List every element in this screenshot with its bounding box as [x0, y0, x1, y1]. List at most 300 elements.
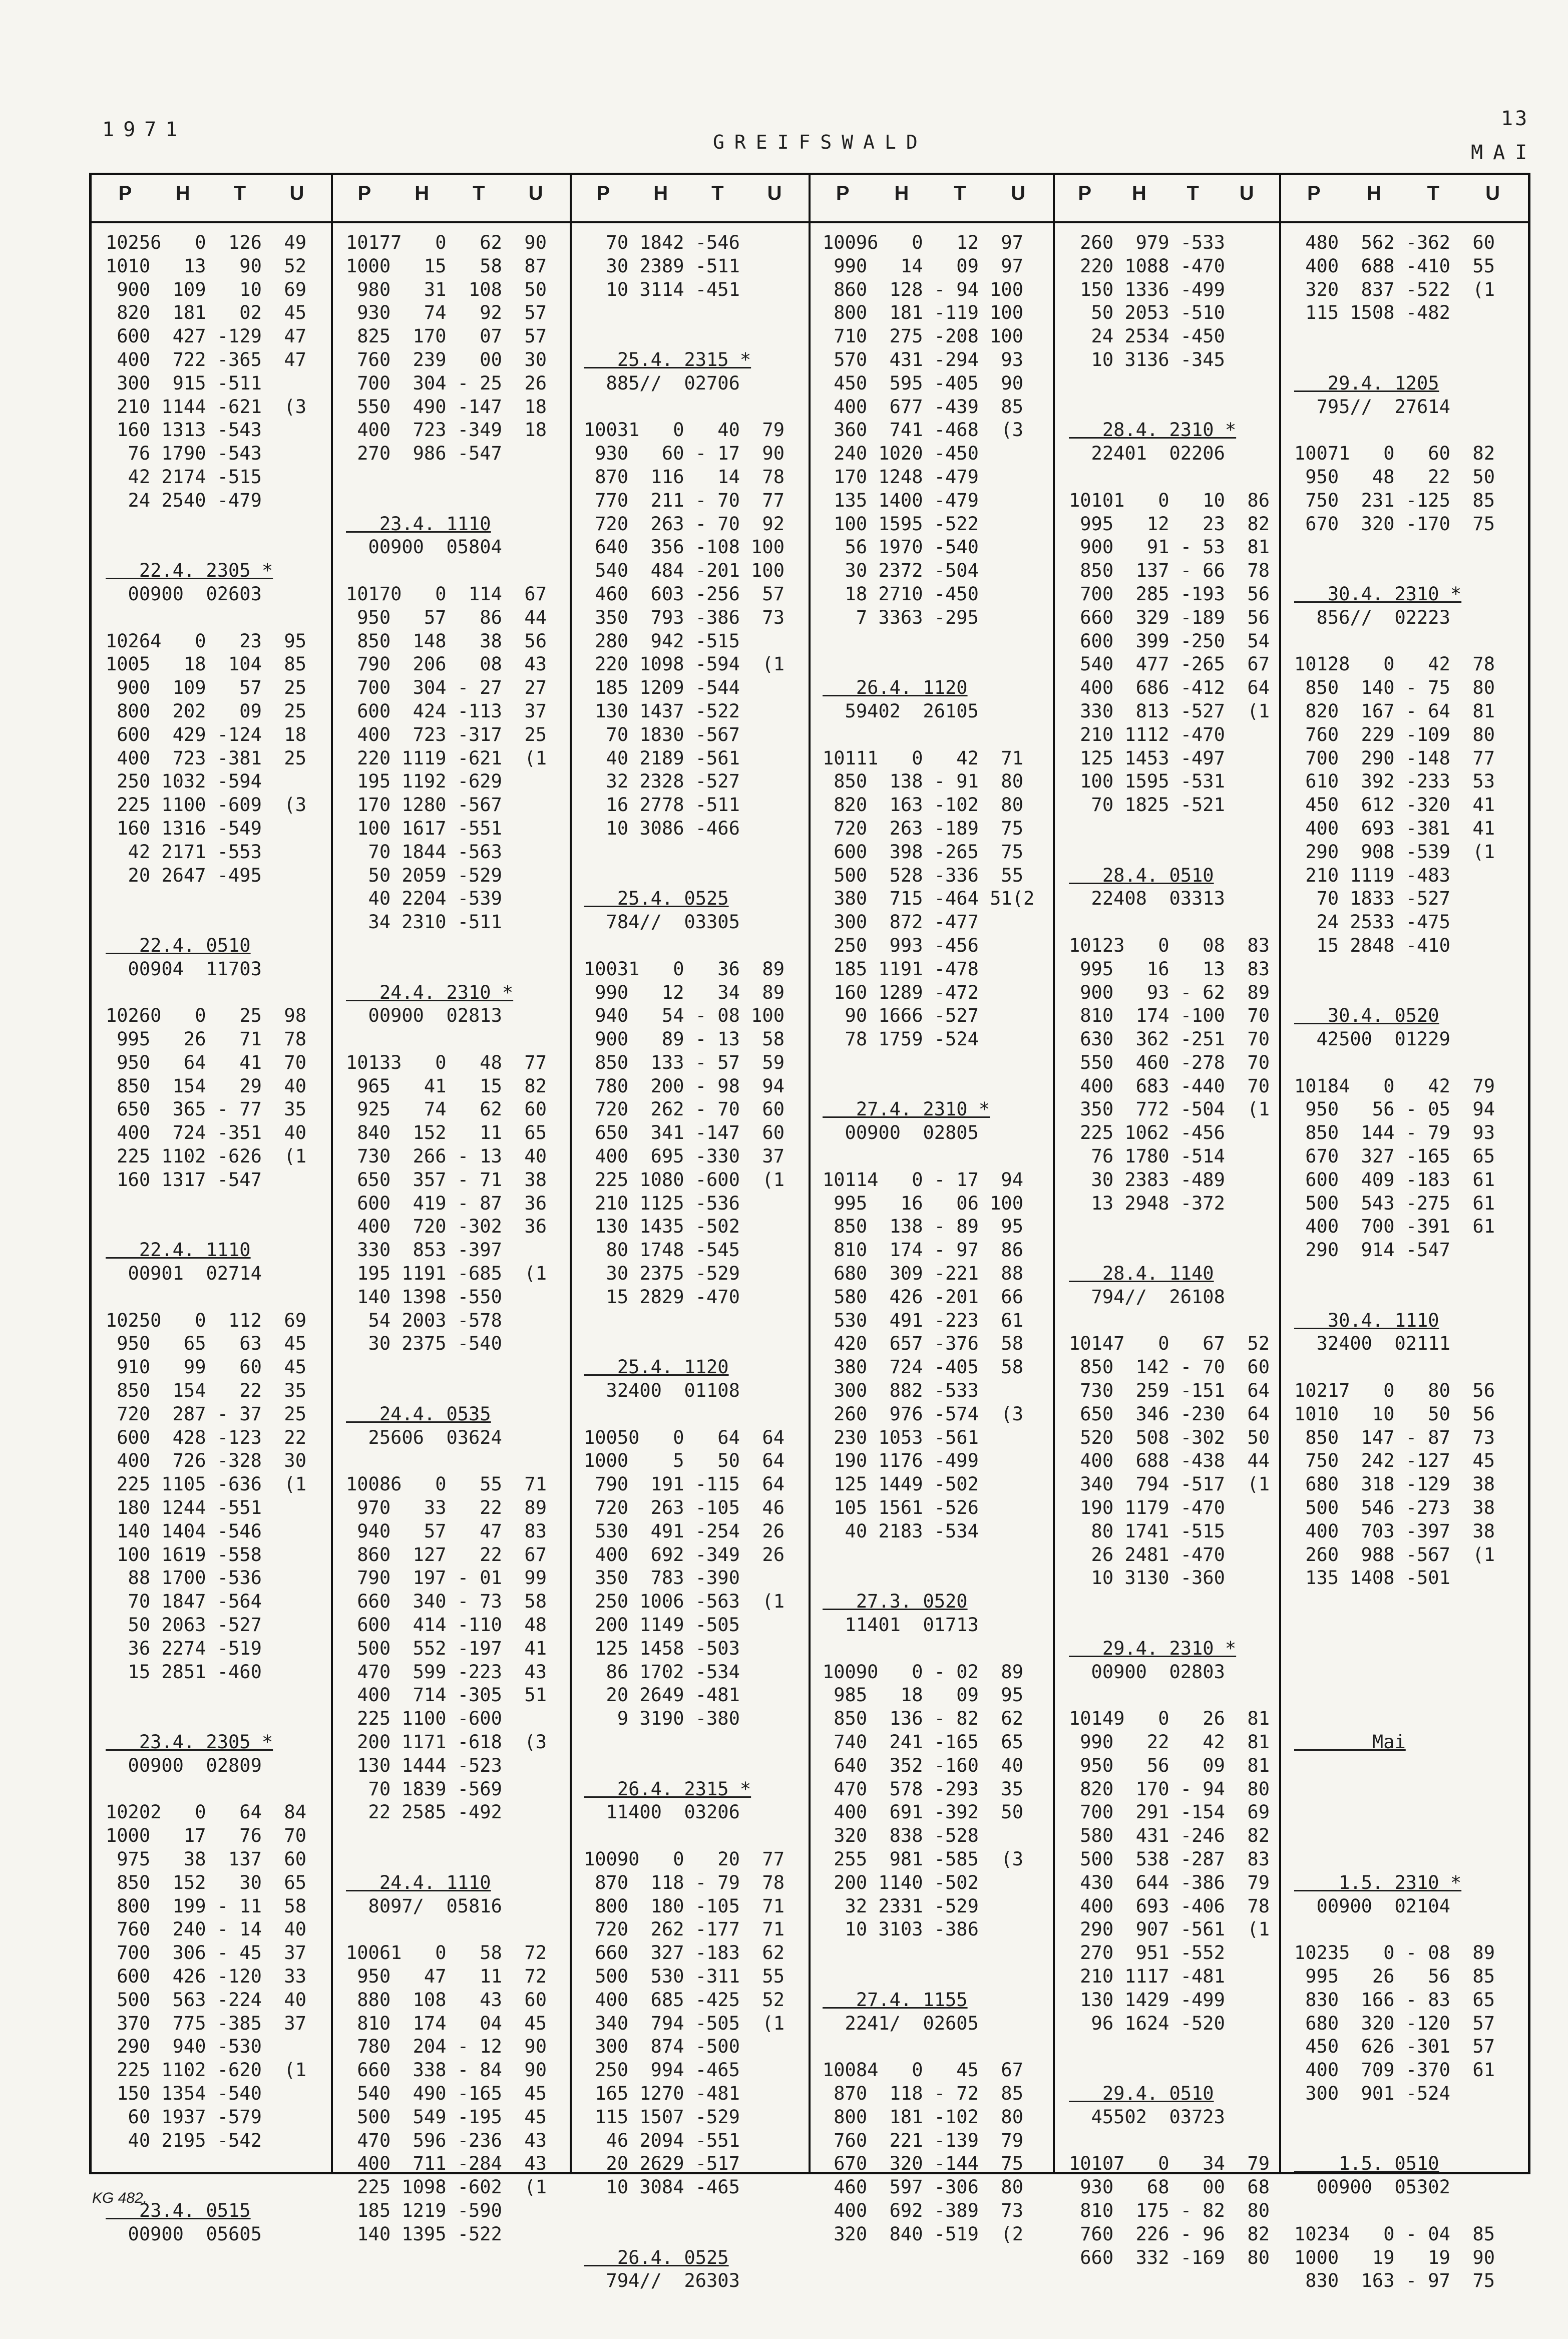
data-row: 210 1112 -470	[1069, 723, 1225, 745]
data-row: 800 202 09 25	[106, 700, 306, 722]
station-code-line: 784// 03305	[584, 911, 740, 933]
data-row: 350 772 -504 (1	[1069, 1098, 1270, 1120]
station-code-line: 885// 02706	[584, 372, 740, 394]
column-header-letter: P	[357, 182, 371, 204]
data-row: 10147 0 67 52	[1069, 1333, 1270, 1355]
data-row: 900 89 - 13 58	[584, 1028, 785, 1050]
data-row: 10 3084 -465	[584, 2176, 740, 2198]
data-row: 640 356 -108 100	[584, 536, 785, 558]
column-header-letter: P	[118, 182, 132, 204]
data-row: 225 1105 -636 (1	[106, 1473, 306, 1495]
data-row: 820 170 - 94 80	[1069, 1778, 1270, 1800]
data-row: 165 1270 -481	[584, 2082, 740, 2104]
data-row: 130 1429 -499	[1069, 1989, 1225, 2011]
data-row: 130 1437 -522	[584, 700, 740, 722]
spacer	[584, 1824, 785, 1848]
data-row: 910 99 60 45	[106, 1356, 306, 1378]
data-row: 900 109 10 69	[106, 278, 306, 300]
data-row: 600 399 -250 54	[1069, 630, 1270, 652]
data-row: 820 181 02 45	[106, 302, 306, 324]
spacer	[1069, 841, 1270, 864]
sounding-time-header: 29.4. 2310 *	[1069, 1637, 1237, 1659]
column-header-letter: U	[289, 182, 304, 204]
spacer	[1069, 1239, 1270, 1262]
data-row: 400 723 -381 25	[106, 747, 306, 769]
data-row: 1000 15 58 87	[346, 255, 547, 277]
data-row: 720 262 - 70 60	[584, 1098, 785, 1120]
data-row: 70 1847 -564	[106, 1591, 262, 1613]
data-row: 760 239 00 30	[346, 348, 547, 370]
data-row: 700 291 -154 69	[1069, 1801, 1270, 1823]
data-row: 650 341 -147 60	[584, 1122, 785, 1144]
data-row: 850 147 - 87 73	[1294, 1426, 1495, 1448]
data-row: 995 16 06 100	[823, 1192, 1023, 1214]
data-row: 630 362 -251 70	[1069, 1028, 1270, 1050]
data-row: 610 392 -233 53	[1294, 770, 1495, 793]
spacer	[346, 934, 547, 958]
data-row: 790 206 08 43	[346, 653, 547, 675]
data-row: 10 3136 -345	[1069, 348, 1225, 370]
data-row: 230 1053 -561	[823, 1426, 979, 1448]
data-row: 10 3086 -466	[584, 817, 740, 839]
data-row: 10090 0 20 77	[584, 1848, 785, 1870]
station-code-line: 00900 02104	[1294, 1895, 1450, 1917]
data-row: 1010 13 90 52	[106, 255, 306, 277]
spacer	[1294, 1707, 1495, 1731]
spacer	[346, 1824, 547, 1848]
data-row: 70 1844 -563	[346, 841, 502, 863]
station-code-line: 8097/ 05816	[346, 1895, 502, 1917]
data-row: 660 329 -189 56	[1069, 606, 1270, 628]
data-row: 400 695 -330 37	[584, 1145, 785, 1167]
spacer	[1294, 1778, 1495, 1801]
data-row: 600 424 -113 37	[346, 700, 547, 722]
spacer	[1294, 325, 1495, 348]
spacer	[1294, 1590, 1495, 1614]
column-header	[97, 182, 326, 217]
data-row: 50 2063 -527	[106, 1614, 262, 1636]
data-row: 400 711 -284 43	[346, 2153, 547, 2175]
data-row: 50 2053 -510	[1069, 302, 1225, 324]
data-row: 995 26 71 78	[106, 1028, 306, 1050]
data-row: 1010 10 50 56	[1294, 1403, 1495, 1425]
column-header-letter: P	[596, 182, 610, 204]
data-row: 850 154 29 40	[106, 1075, 306, 1097]
data-row: 380 724 -405 58	[823, 1356, 1023, 1378]
spacer	[1294, 1356, 1495, 1379]
data-row: 10031 0 36 89	[584, 958, 785, 980]
spacer	[823, 1051, 1034, 1075]
data-column	[584, 231, 785, 2293]
data-row: 850 148 38 56	[346, 630, 547, 652]
data-row: 15 2851 -460	[106, 1661, 262, 1683]
data-row: 670 320 -170 75	[1294, 513, 1495, 535]
data-row: 400 720 -302 36	[346, 1216, 547, 1238]
column-header	[336, 182, 565, 217]
data-row: 200 1140 -502	[823, 1871, 979, 1893]
data-row: 800 181 -119 100	[823, 302, 1023, 324]
data-row: 970 33 22 89	[346, 1497, 547, 1519]
data-row: 840 152 11 65	[346, 1122, 547, 1144]
data-row: 86 1702 -534	[584, 1661, 740, 1683]
data-row: 30 2375 -540	[346, 1333, 502, 1355]
spacer	[106, 536, 306, 559]
data-row: 790 197 - 01 99	[346, 1567, 547, 1589]
data-row: 500 549 -195 45	[346, 2106, 547, 2128]
data-row: 40 2195 -542	[106, 2129, 262, 2151]
data-row: 300 915 -511	[106, 372, 262, 394]
spacer	[823, 653, 1034, 676]
data-row: 450 595 -405 90	[823, 372, 1023, 394]
column-header-letter: U	[1011, 182, 1026, 204]
station-code-line: 25606 03624	[346, 1426, 502, 1448]
data-row: 170 1280 -567	[346, 794, 502, 816]
data-column	[346, 231, 547, 2246]
spacer	[1294, 1614, 1495, 1637]
spacer	[1294, 958, 1495, 981]
spacer	[584, 301, 785, 325]
spacer	[823, 1637, 1034, 1661]
spacer	[1069, 1309, 1270, 1333]
column-header-letter: H	[894, 182, 909, 204]
data-row: 30 2375 -529	[584, 1263, 740, 1285]
data-row: 290 914 -547	[1294, 1239, 1450, 1261]
data-row: 320 837 -522 (1	[1294, 278, 1495, 300]
sounding-time-header: 27.4. 2310 *	[823, 1098, 990, 1120]
data-row: 260 976 -574 (3	[823, 1403, 1023, 1425]
data-row: 530 491 -254 26	[584, 1520, 785, 1542]
data-row: 76 1780 -514	[1069, 1145, 1225, 1167]
data-row: 810 174 04 45	[346, 2012, 547, 2034]
data-row: 26 2481 -470	[1069, 1543, 1225, 1566]
data-row: 500 538 -287 83	[1069, 1848, 1270, 1870]
data-row: 210 1119 -483	[1294, 864, 1450, 886]
data-row: 150 1354 -540	[106, 2082, 262, 2104]
data-row: 870 116 14 78	[584, 466, 785, 488]
data-row: 600 427 -129 47	[106, 325, 306, 347]
spacer	[1294, 536, 1495, 559]
data-row: 300 872 -477	[823, 911, 979, 933]
data-row: 500 552 -197 41	[346, 1637, 547, 1659]
spacer	[1069, 817, 1270, 841]
column-header-letter: T	[711, 182, 724, 204]
spacer	[106, 887, 306, 911]
station-code-line: 11401 01713	[823, 1614, 979, 1636]
data-row: 950 56 09 81	[1069, 1754, 1270, 1776]
data-row: 125 1453 -497	[1069, 747, 1225, 769]
data-row: 550 490 -147 18	[346, 396, 547, 418]
sounding-time-header: 25.4. 1120	[584, 1356, 729, 1378]
spacer	[584, 1754, 785, 1778]
spacer	[106, 2152, 306, 2176]
data-row: 10202 0 64 84	[106, 1801, 306, 1823]
data-row: 985 18 09 95	[823, 1684, 1023, 1706]
data-row: 60 1937 -579	[106, 2106, 262, 2128]
data-row: 740 241 -165 65	[823, 1731, 1023, 1753]
data-row: 250 993 -456	[823, 934, 979, 956]
month-label: MAI	[1471, 141, 1537, 164]
data-row: 400 693 -381 41	[1294, 817, 1495, 839]
data-row: 34 2310 -511	[346, 911, 502, 933]
data-row: 10061 0 58 72	[346, 1942, 547, 1964]
data-row: 400 703 -397 38	[1294, 1520, 1495, 1542]
data-row: 700 304 - 27 27	[346, 677, 547, 699]
spacer	[346, 1356, 547, 1379]
column-header-letter: U	[767, 182, 782, 204]
data-row: 225 1102 -626 (1	[106, 1145, 306, 1167]
sounding-time-header: 22.4. 0510	[106, 934, 251, 956]
spacer	[106, 1215, 306, 1239]
data-column	[1069, 231, 1270, 2269]
data-row: 280 942 -515	[584, 630, 740, 652]
data-row: 46 2094 -551	[584, 2129, 740, 2151]
data-row: 80 1748 -545	[584, 1239, 740, 1261]
data-row: 825 170 07 57	[346, 325, 547, 347]
data-row: 250 1032 -594	[106, 770, 262, 793]
data-row: 850 144 - 79 93	[1294, 1122, 1495, 1144]
data-row: 600 409 -183 61	[1294, 1168, 1495, 1191]
data-row: 400 677 -439 85	[823, 396, 1023, 418]
data-row: 10170 0 114 67	[346, 583, 547, 605]
data-row: 500 530 -311 55	[584, 1965, 785, 1987]
spacer	[1294, 1754, 1495, 1778]
data-row: 200 1149 -505	[584, 1614, 740, 1636]
column-header	[1284, 182, 1523, 217]
data-row: 340 794 -517 (1	[1069, 1473, 1270, 1495]
data-row: 10133 0 48 77	[346, 1051, 547, 1073]
column-divider	[331, 175, 333, 2172]
column-header-letter: P	[1078, 182, 1092, 204]
sounding-time-header: 28.4. 1140	[1069, 1263, 1214, 1285]
spacer	[1294, 1286, 1495, 1309]
spacer	[106, 1286, 306, 1309]
data-row: 185 1191 -478	[823, 958, 979, 980]
spacer	[346, 559, 547, 583]
station-code-line: 00900 05302	[1294, 2176, 1450, 2198]
data-row: 880 108 43 60	[346, 1989, 547, 2011]
data-row: 990 12 34 89	[584, 981, 785, 1003]
data-row: 220 1088 -470	[1069, 255, 1225, 277]
data-column	[106, 231, 306, 2246]
data-row: 255 981 -585 (3	[823, 1848, 1023, 1870]
data-row: 860 127 22 67	[346, 1543, 547, 1566]
spacer	[584, 396, 785, 419]
station-code-line: 00900 02809	[106, 1754, 262, 1776]
spacer	[584, 864, 785, 888]
column-header-letter: U	[528, 182, 543, 204]
data-row: 125 1458 -503	[584, 1637, 740, 1659]
data-row: 400 722 -365 47	[106, 348, 306, 370]
data-row: 990 14 09 97	[823, 255, 1023, 277]
data-row: 900 93 - 62 89	[1069, 981, 1270, 1003]
sounding-time-header: 22.4. 1110	[106, 1239, 251, 1261]
column-header	[814, 182, 1048, 217]
sounding-time-header: 24.4. 0535	[346, 1403, 491, 1425]
data-row: 580 431 -246 82	[1069, 1825, 1270, 1847]
spacer	[584, 1309, 785, 1333]
data-column	[823, 231, 1034, 2246]
spacer	[1069, 2035, 1270, 2059]
data-row: 330 813 -527 (1	[1069, 700, 1270, 722]
data-row: 470 578 -293 35	[823, 1778, 1023, 1800]
column-header-letter: T	[473, 182, 485, 204]
data-row: 570 431 -294 93	[823, 348, 1023, 370]
data-row: 940 54 - 08 100	[584, 1005, 785, 1027]
page-number: 13	[1501, 107, 1529, 130]
data-row: 730 266 - 13 40	[346, 1145, 547, 1167]
spacer	[584, 1332, 785, 1356]
sounding-time-header: 24.4. 1110	[346, 1871, 491, 1893]
spacer	[584, 2223, 785, 2246]
column-header-letter: U	[1485, 182, 1500, 204]
data-row: 810 174 - 97 86	[823, 1239, 1023, 1261]
data-row: 540 490 -165 45	[346, 2082, 547, 2104]
data-row: 1000 5 50 64	[584, 1450, 785, 1472]
spacer	[1294, 1637, 1495, 1661]
data-row: 260 988 -567 (1	[1294, 1543, 1495, 1566]
data-row: 290 907 -561 (1	[1069, 1918, 1270, 1940]
data-row: 710 275 -208 100	[823, 325, 1023, 347]
data-row: 10096 0 12 97	[823, 232, 1023, 253]
data-row: 400 686 -412 64	[1069, 677, 1270, 699]
spacer	[106, 1192, 306, 1216]
data-row: 225 1100 -609 (3	[106, 794, 306, 816]
data-row: 950 47 11 72	[346, 1965, 547, 1987]
data-row: 720 263 -105 46	[584, 1497, 785, 1519]
data-row: 88 1700 -536	[106, 1567, 262, 1589]
data-row: 185 1219 -590	[346, 2199, 502, 2221]
data-row: 850 138 - 89 95	[823, 1216, 1023, 1238]
sounding-time-header: 25.4. 2315 *	[584, 348, 751, 370]
data-row: 900 109 57 25	[106, 677, 306, 699]
spacer	[1294, 1824, 1495, 1848]
data-row: 540 477 -265 67	[1069, 653, 1270, 675]
data-row: 270 986 -547	[346, 443, 502, 465]
data-row: 210 1125 -536	[584, 1192, 740, 1214]
data-row: 850 142 - 70 60	[1069, 1356, 1270, 1378]
data-row: 225 1102 -620 (1	[106, 2059, 306, 2081]
data-row: 400 685 -425 52	[584, 1989, 785, 2011]
data-row: 10264 0 23 95	[106, 630, 306, 652]
data-row: 925 74 62 60	[346, 1098, 547, 1120]
data-row: 600 428 -123 22	[106, 1426, 306, 1448]
data-row: 260 979 -533	[1069, 232, 1225, 253]
data-row: 640 352 -160 40	[823, 1754, 1023, 1776]
data-row: 10256 0 126 49	[106, 232, 306, 253]
spacer	[346, 1918, 547, 1941]
data-row: 820 163 -102 80	[823, 794, 1023, 816]
sounding-time-header: 30.4. 2310 *	[1294, 583, 1462, 605]
station-code-line: 00904 11703	[106, 958, 262, 980]
station-code-line: 794// 26303	[584, 2270, 740, 2292]
data-row: 10250 0 112 69	[106, 1309, 306, 1331]
data-row: 140 1398 -550	[346, 1286, 502, 1308]
data-row: 460 597 -306 80	[823, 2176, 1023, 2198]
data-row: 350 783 -390	[584, 1567, 740, 1589]
data-row: 290 908 -539 (1	[1294, 841, 1495, 863]
data-row: 30 2383 -489	[1069, 1168, 1225, 1191]
spacer	[106, 1707, 306, 1731]
data-row: 790 191 -115 64	[584, 1473, 785, 1495]
column-divider	[809, 175, 811, 2172]
data-row: 700 304 - 25 26	[346, 372, 547, 394]
spacer	[823, 630, 1034, 653]
spacer	[1294, 1801, 1495, 1824]
data-row: 40 2204 -539	[346, 888, 502, 910]
station-code-line: 59402 26105	[823, 700, 979, 722]
data-row: 16 2778 -511	[584, 794, 740, 816]
column-header-letter: T	[1187, 182, 1199, 204]
data-row: 195 1192 -629	[346, 770, 502, 793]
data-row: 24 2540 -479	[106, 489, 262, 511]
spacer	[823, 2035, 1034, 2059]
data-row: 470 596 -236 43	[346, 2129, 547, 2151]
spacer	[106, 981, 306, 1005]
spacer	[1294, 1684, 1495, 1707]
data-row: 10149 0 26 81	[1069, 1708, 1270, 1730]
data-row: 480 562 -362 60	[1294, 232, 1495, 253]
data-row: 350 793 -386 73	[584, 606, 785, 628]
data-row: 10 3114 -451	[584, 278, 740, 300]
sounding-time-header: 28.4. 0510	[1069, 864, 1214, 886]
spacer	[1069, 1684, 1270, 1707]
data-row: 54 2003 -578	[346, 1309, 502, 1331]
data-row: 930 74 92 57	[346, 302, 547, 324]
data-row: 720 262 -177 71	[584, 1918, 785, 1940]
data-row: 830 163 - 97 75	[1294, 2270, 1495, 2292]
data-row: 78 1759 -524	[823, 1028, 979, 1050]
station-code-line: 45502 03723	[1069, 2106, 1225, 2128]
spacer	[1294, 559, 1495, 583]
spacer	[823, 1965, 1034, 1989]
spacer	[106, 911, 306, 934]
column-header-letter: H	[1366, 182, 1381, 204]
sounding-time-header: 1.5. 0510	[1294, 2153, 1439, 2175]
spacer	[346, 466, 547, 489]
spacer	[1069, 372, 1270, 396]
data-row: 600 398 -265 75	[823, 841, 1023, 863]
data-row: 750 231 -125 85	[1294, 489, 1495, 511]
station-code-line: 00901 02714	[106, 1263, 262, 1285]
column-header-letter: P	[1307, 182, 1321, 204]
spacer	[584, 2199, 785, 2223]
data-row: 450 626 -301 57	[1294, 2036, 1495, 2058]
data-row: 135 1408 -501	[1294, 1567, 1450, 1589]
data-row: 850 133 - 57 59	[584, 1051, 785, 1073]
column-divider	[1279, 175, 1281, 2172]
station-code-line: 795// 27614	[1294, 396, 1450, 418]
station-code-line: 2241/ 02605	[823, 2012, 979, 2034]
station-code-line: 00900 02805	[823, 1122, 979, 1144]
data-row: 810 174 -100 70	[1069, 1005, 1270, 1027]
data-row: 400 688 -410 55	[1294, 255, 1495, 277]
data-row: 10260 0 25 98	[106, 1005, 306, 1027]
data-row: 370 775 -385 37	[106, 2012, 306, 2034]
sounding-time-header: 24.4. 2310 *	[346, 981, 514, 1003]
form-number: KG 482.	[92, 2190, 148, 2206]
data-row: 700 290 -148 77	[1294, 747, 1495, 769]
data-row: 660 332 -169 80	[1069, 2246, 1270, 2268]
station-code-line: 00900 05605	[106, 2223, 262, 2245]
station-code-line: 22408 03313	[1069, 888, 1225, 910]
data-row: 20 2649 -481	[584, 1684, 740, 1706]
data-row: 10101 0 10 86	[1069, 489, 1270, 511]
data-row: 90 1666 -527	[823, 1005, 979, 1027]
column-header-letter: H	[175, 182, 190, 204]
column-header-letter: T	[233, 182, 246, 204]
data-row: 380 715 -464 51(2	[823, 888, 1035, 910]
spacer	[346, 1449, 547, 1473]
